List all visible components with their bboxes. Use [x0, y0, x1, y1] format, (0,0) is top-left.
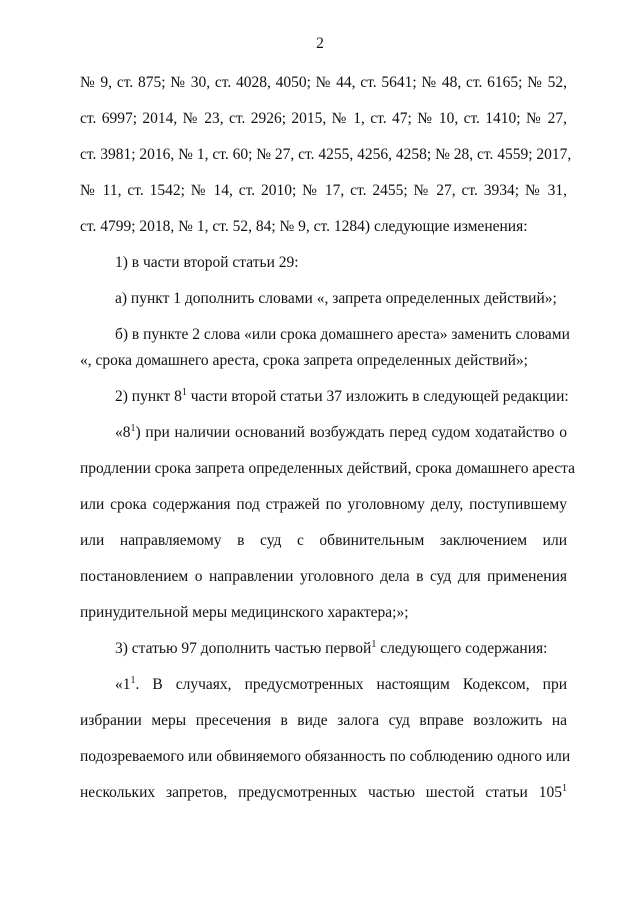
text-line: или направляемому в суд с обвинительным заключением или: [80, 532, 567, 549]
text-line: № 11, ст. 1542; № 14, ст. 2010; № 17, ст. 2455; № 27, ст. 3934; № 31,: [80, 182, 567, 199]
text-line: или срока содержания под стражей по уголовному делу, поступившему: [80, 496, 567, 513]
superscript: 1: [562, 783, 567, 794]
text-line: подозреваемого или обвиняемого обязанность по соблюдению одного или: [80, 748, 571, 765]
quote-paragraph-start: «$8^1$) при наличии оснований возбуждать перед судом ходатайство о: [115, 423, 567, 441]
text-line: «, срока домашнего ареста, срока запрета определенных действий»;: [80, 352, 528, 369]
sub-item-b: б) в пункте 2 слова «или срока домашнего ареста» заменить словами: [115, 326, 570, 343]
text-line: ст. 3981; 2016, № 1, ст. 60; № 27, ст. 4255, 4256, 4258; № 28, ст. 4559; 2017,: [80, 146, 572, 163]
text-line: ст. 4799; 2018, № 1, ст. 52, 84; № 9, ст. 1284) следующие изменения:: [80, 218, 528, 235]
text-line: принудительной меры медицинского характера;»;: [80, 604, 409, 621]
quote-paragraph-start: «$1^1$. В случаях, предусмотренных настоящим Кодексом, при: [115, 675, 567, 693]
list-item-3: 3) статью 97 дополнить частью первой$^1$ следующего содержания:: [115, 639, 548, 657]
page-number: 2: [316, 35, 324, 52]
superscript: 1: [371, 639, 377, 650]
text-line: постановлением о направлении уголовного дела в суд для применения: [80, 568, 567, 585]
text-line: нескольких запретов, предусмотренных частью шестой статьи $105^1$: [80, 783, 567, 801]
list-item-2: 2) пункт $8^1$ части второй статьи 37 изложить в следующей редакции:: [115, 387, 569, 405]
text-line: ст. 6997; 2014, № 23, ст. 2926; 2015, № 1, ст. 47; № 10, ст. 1410; № 27,: [80, 110, 567, 127]
superscript: 1: [181, 387, 187, 398]
text-line: № 9, ст. 875; № 30, ст. 4028, 4050; № 44, ст. 5641; № 48, ст. 6165; № 52,: [80, 74, 567, 91]
superscript: 1: [130, 423, 136, 434]
list-item-1: 1) в части второй статьи 29:: [115, 254, 299, 271]
sub-item-a: а) пункт 1 дополнить словами «, запрета определенных действий»;: [115, 290, 557, 307]
superscript: 1: [130, 675, 136, 686]
text-line: продлении срока запрета определенных действий, срока домашнего ареста: [80, 460, 576, 477]
text-line: избрании меры пресечения в виде залога суд вправе возложить на: [80, 712, 567, 729]
